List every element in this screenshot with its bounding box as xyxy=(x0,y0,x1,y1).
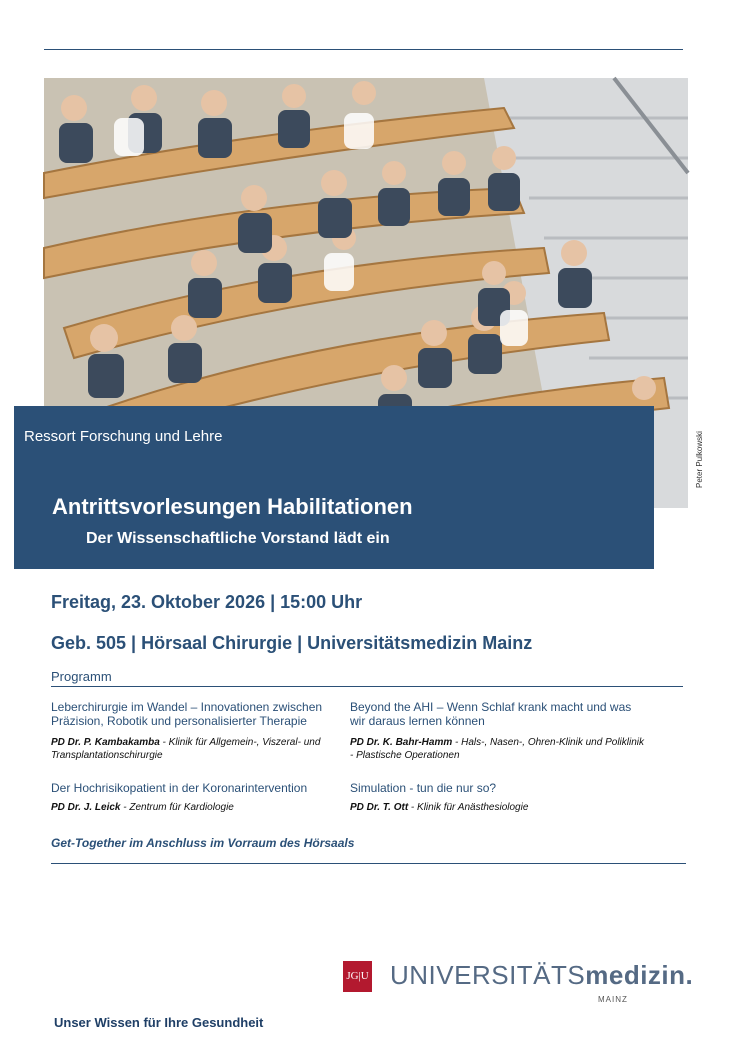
bottom-rule xyxy=(51,863,686,864)
logo-text-light: UNIVERSITÄTS xyxy=(390,960,586,990)
event-title: Antrittsvorlesungen Habilitationen xyxy=(52,494,413,519)
speaker-name: PD Dr. P. Kambakamba xyxy=(51,737,160,748)
jgu-logo-badge: JG|U xyxy=(343,961,372,992)
program-heading: Programm xyxy=(51,669,112,684)
speaker-affiliation: - Klinik für Anästhesiologie xyxy=(408,802,529,813)
universitaetsmedizin-logo xyxy=(390,960,693,991)
photo-credit: Peter Pulkowski xyxy=(695,431,704,488)
get-together-note: Get-Together im Anschluss im Vorraum des Hörsaals xyxy=(51,836,355,850)
program-rule xyxy=(51,686,683,687)
logo-text-bold: medizin. xyxy=(585,960,694,990)
talk-title-2: Beyond the AHI – Wenn Schlaf krank macht und was wir daraus lernen können xyxy=(350,700,632,728)
title-banner xyxy=(14,406,654,569)
talk-title-3: Der Hochrisikopatient in der Koronarintervention xyxy=(51,781,308,795)
talk-title-1: Leberchirurgie im Wandel – Innovationen zwischen Präzision, Robotik und personalisierter Therapie xyxy=(51,700,323,728)
speaker-affiliation: - Klinik für Allgemein-, Viszeral- und Transplantationschirurgie xyxy=(51,737,321,761)
event-date: Freitag, 23. Oktober 2026 | 15:00 Uhr xyxy=(51,592,363,612)
logo-city: MAINZ xyxy=(598,995,628,1004)
speaker-affiliation: - Zentrum für Kardiologie xyxy=(120,802,234,813)
talk-speaker-2 xyxy=(350,736,645,762)
speaker-affiliation: - Hals-, Nasen-, Ohren-Klinik und Poliklinik - Plastische Operationen xyxy=(350,737,644,761)
department-label: Ressort Forschung und Lehre xyxy=(24,428,223,445)
talk-speaker-1 xyxy=(51,736,346,762)
event-subtitle: Der Wissenschaftliche Vorstand lädt ein xyxy=(86,530,390,547)
speaker-name: PD Dr. J. Leick xyxy=(51,802,121,813)
footer-slogan: Unser Wissen für Ihre Gesundheit xyxy=(54,1015,264,1030)
event-location: Geb. 505 | Hörsaal Chirurgie | Universitätsmedizin Mainz xyxy=(51,633,533,653)
speaker-name: PD Dr. T. Ott xyxy=(350,802,409,813)
speaker-name: PD Dr. K. Bahr-Hamm xyxy=(350,737,453,748)
talk-speaker-3 xyxy=(51,801,346,814)
top-rule xyxy=(44,49,683,50)
talk-title-4: Simulation - tun die nur so? xyxy=(350,781,497,795)
talk-speaker-4 xyxy=(350,801,645,814)
